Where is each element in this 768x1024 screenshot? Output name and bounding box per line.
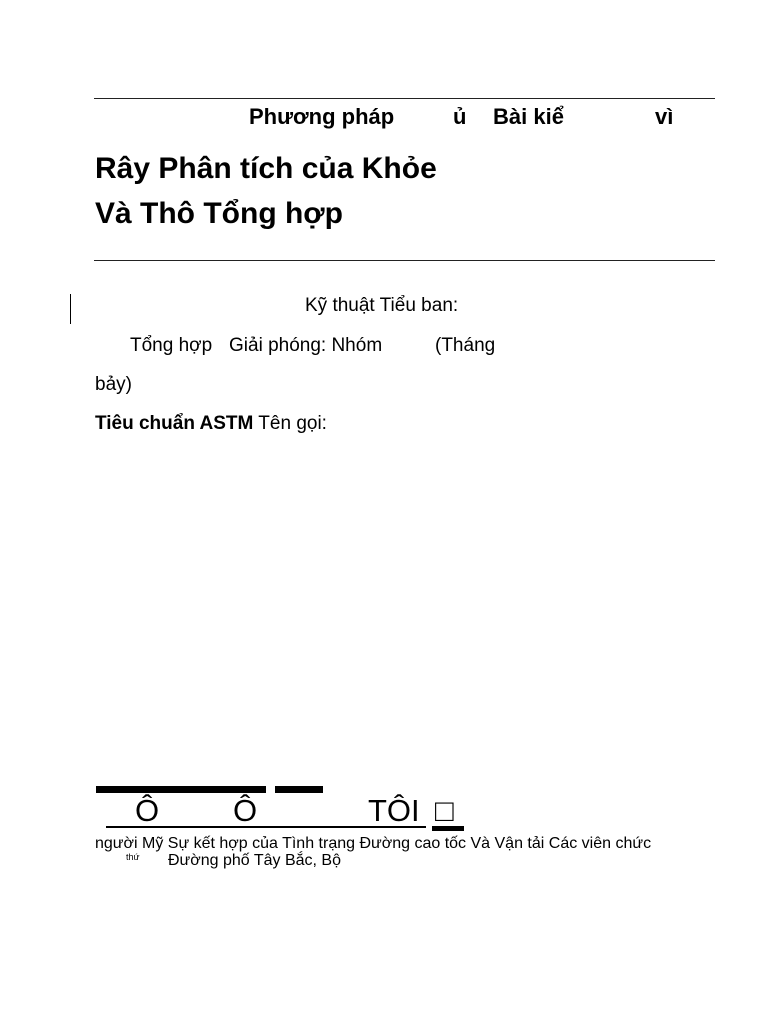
release-text-a: Tổng hợp bbox=[130, 335, 213, 356]
designation-label: Tên gọi: bbox=[258, 413, 327, 434]
release-text-b: Giải phóng: Nhóm bbox=[229, 335, 383, 356]
top-rule bbox=[94, 98, 715, 99]
subcommittee-label: Kỹ thuật Tiểu ban: bbox=[305, 295, 459, 316]
header-text-2: ủ bbox=[453, 104, 467, 129]
header-text-4: vì bbox=[655, 104, 674, 129]
footer-superscript: thứ bbox=[126, 852, 140, 862]
document-title-line-2: Và Thô Tổng hợp bbox=[95, 197, 343, 230]
logo-box-glyph: □ bbox=[435, 793, 454, 828]
header-text-3: Bài kiể bbox=[493, 104, 564, 129]
footer-line-2: Đường phố Tây Bắc, Bộ bbox=[168, 852, 341, 869]
logo-char-1: Ô bbox=[135, 793, 160, 828]
designation-line bbox=[95, 413, 327, 435]
logo-bar-right bbox=[275, 786, 323, 793]
release-text-d: bảy) bbox=[95, 374, 132, 395]
title-rule bbox=[94, 260, 715, 261]
designation-bold-label: Tiêu chuẩn ASTM bbox=[95, 413, 254, 434]
logo-bar-left bbox=[96, 786, 266, 793]
release-text-c: (Tháng bbox=[435, 335, 496, 356]
logo-char-2: Ô bbox=[233, 793, 258, 828]
text-cursor bbox=[70, 294, 71, 324]
document-title-line-1: Rây Phân tích của Khỏe bbox=[95, 152, 437, 185]
header-text-1: Phương pháp bbox=[249, 104, 395, 129]
footer-line-1: người Mỹ Sự kết hợp của Tình trạng Đường cao tốc Và Vận tải Các viên chức bbox=[95, 835, 652, 852]
logo-char-3: TÔI bbox=[368, 793, 420, 828]
